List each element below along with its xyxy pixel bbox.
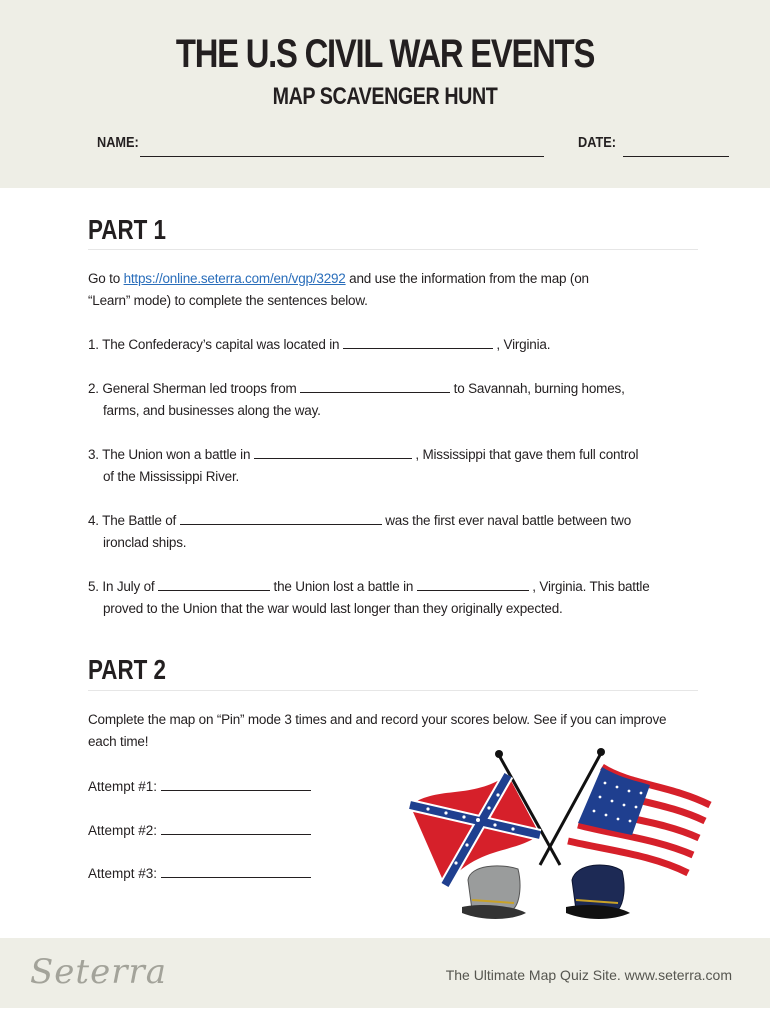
- question-text: farms, and businesses along the way.: [103, 403, 321, 418]
- pole-finial-icon: [597, 748, 605, 756]
- question-text: ironclad ships.: [103, 535, 187, 550]
- question-text: to Savannah, burning homes,: [450, 381, 625, 396]
- answer-blank[interactable]: [180, 512, 382, 525]
- question-2: [88, 378, 728, 422]
- attempt-label: Attempt #2:: [88, 823, 161, 838]
- seterra-logo: Seterra: [30, 952, 167, 992]
- name-field[interactable]: [140, 156, 544, 157]
- question-text: was the first ever naval battle between two: [381, 513, 632, 528]
- attempt-2: [88, 821, 311, 841]
- intro-text: “Learn” mode) to complete the sentences below.: [88, 293, 368, 308]
- civil-war-flags-illustration: [400, 745, 720, 935]
- part1-intro: [88, 268, 728, 312]
- attempt-score-field[interactable]: [161, 865, 311, 878]
- intro-text: Go to: [88, 271, 124, 286]
- question-text: , Mississippi that gave them full control: [411, 447, 639, 462]
- answer-blank[interactable]: [417, 578, 529, 591]
- question-text: 3. The Union won a battle in: [88, 447, 254, 462]
- attempt-1: [88, 777, 311, 797]
- attempt-score-field[interactable]: [161, 822, 311, 835]
- question-5: [88, 576, 728, 620]
- intro-text: Complete the map on “Pin” mode 3 times and and record your scores below. See if you can improve: [88, 712, 667, 727]
- part2-heading: PART 2: [88, 654, 166, 685]
- part1-divider: [88, 249, 698, 250]
- attempt-3: [88, 864, 311, 884]
- question-3: [88, 444, 728, 488]
- page-subtitle: MAP SCAVENGER HUNT: [272, 83, 498, 110]
- attempt-label: Attempt #1:: [88, 779, 161, 794]
- attempt-score-field[interactable]: [161, 778, 311, 791]
- answer-blank[interactable]: [158, 578, 270, 591]
- answer-blank[interactable]: [254, 446, 412, 459]
- part1-heading: PART 1: [88, 214, 166, 245]
- date-field[interactable]: [623, 156, 729, 157]
- question-text: the Union lost a battle in: [270, 579, 417, 594]
- question-text: , Virginia. This battle: [528, 579, 650, 594]
- question-text: 1. The Confederacy’s capital was located in: [88, 337, 343, 352]
- confederate-cap-icon: [462, 866, 526, 919]
- question-4: [88, 510, 728, 554]
- question-text: , Virginia.: [492, 337, 551, 352]
- part2-divider: [88, 690, 698, 691]
- question-text: proved to the Union that the war would last longer than they originally expected.: [103, 601, 563, 616]
- attempt-label: Attempt #3:: [88, 866, 161, 881]
- union-cap-icon: [566, 865, 630, 919]
- name-label: NAME:: [97, 134, 139, 151]
- answer-blank[interactable]: [343, 336, 493, 349]
- intro-text: each time!: [88, 734, 149, 749]
- question-1: [88, 334, 728, 356]
- pole-finial-icon: [495, 750, 503, 758]
- footer-tagline: The Ultimate Map Quiz Site. www.seterra.com: [445, 967, 732, 983]
- question-text: 4. The Battle of: [88, 513, 180, 528]
- page-title: THE U.S CIVIL WAR EVENTS: [175, 32, 595, 76]
- answer-blank[interactable]: [300, 380, 450, 393]
- question-text: of the Mississippi River.: [103, 469, 240, 484]
- date-label: DATE:: [578, 134, 617, 151]
- seterra-map-link[interactable]: https://online.seterra.com/en/vgp/3292: [123, 271, 346, 286]
- question-text: 2. General Sherman led troops from: [88, 381, 301, 396]
- intro-text: and use the information from the map (on: [345, 271, 589, 286]
- question-text: 5. In July of: [88, 579, 158, 594]
